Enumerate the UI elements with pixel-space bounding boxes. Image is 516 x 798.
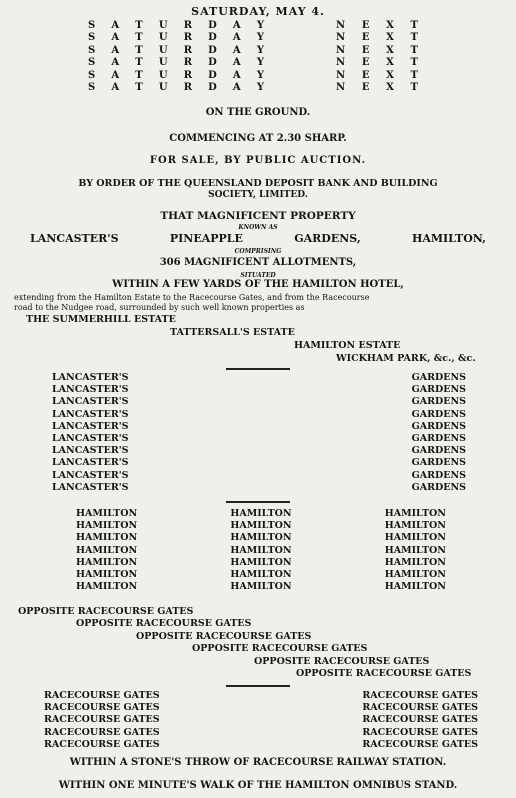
hamilton-item: HAMILTON [384,556,446,568]
hamilton-item: HAMILTON [384,508,446,519]
lancaster-item: LANCASTER'S [52,420,129,432]
hamilton-grid [76,508,446,593]
letter: T [410,82,418,94]
letter: Y [256,69,264,81]
letter: T [410,69,418,81]
saturday-next-row [88,82,418,94]
letter: S [88,44,96,56]
next-word [336,70,418,82]
racecourse-gates-item: RACECOURSE GATES [44,738,160,750]
by-order-line-2: SOCIETY, LIMITED. [208,190,308,200]
racecourse-grid [44,690,478,751]
letter: A [111,44,120,56]
hamilton-column-3 [385,508,446,593]
hamilton-item: HAMILTON [76,508,138,519]
letter: E [361,20,370,31]
saturday-word [88,57,264,69]
letter: R [183,20,192,31]
saturday-word [88,82,264,94]
hamilton-item: HAMILTON [384,532,446,544]
letter: S [88,32,96,44]
gardens-item: GARDENS [411,481,466,493]
gardens-item: GARDENS [411,420,466,432]
letter: A [232,69,241,81]
for-sale-line: FOR SALE, BY PUBLIC AUCTION. [149,155,367,166]
letter: U [158,82,168,94]
letter: U [158,20,168,31]
situated: SITUATED [240,272,276,279]
gardens-word-hamilton: HAMILTON, [411,232,486,245]
letter: Y [256,44,264,56]
commencing-time: COMMENCING AT 2.30 SHARP. [169,133,347,144]
hamilton-item: HAMILTON [230,508,292,519]
hamilton-item: HAMILTON [384,544,446,556]
hamilton-item: HAMILTON [230,569,292,581]
letter: D [208,20,217,31]
hamilton-item: HAMILTON [230,556,292,568]
letter: Y [256,32,264,44]
letter: A [232,32,241,44]
racecourse-gates-item: RACECOURSE GATES [362,714,478,726]
letter: X [386,32,394,44]
letter: E [361,57,370,69]
letter: D [208,44,217,56]
letter: E [361,69,370,81]
extending-line-1: extending from the Hamilton Estate to the Racecourse Gates, and from the Racecourse [14,293,370,302]
letter: A [111,82,120,94]
minutes-walk-line: WITHIN ONE MINUTE'S WALK OF THE HAMILTON OMNIBUS STAND. [58,780,458,791]
saturday-next-row [88,70,418,82]
saturday-word [88,32,264,44]
racecourse-gates-item: RACECOURSE GATES [362,726,478,738]
letter: T [135,82,143,94]
lancaster-item: LANCASTER'S [52,457,129,469]
lancaster-item: LANCASTER'S [52,372,129,383]
letter: U [158,44,168,56]
magnificent-property: THAT MAGNIFICENT PROPERTY [160,210,356,222]
letter: E [361,44,370,56]
letter: T [410,44,418,56]
next-word [336,82,418,94]
by-order-line-1: BY ORDER OF THE QUEENSLAND DEPOSIT BANK AND BUILDING [78,178,438,189]
hamilton-item: HAMILTON [230,532,292,544]
gardens-headline [30,233,486,244]
saturday-word [88,20,264,32]
on-the-ground: ON THE GROUND. [205,107,311,118]
letter: E [361,82,370,94]
letter: N [336,32,346,44]
lancaster-item: LANCASTER'S [52,445,129,457]
hamilton-item: HAMILTON [230,544,292,556]
hamilton-item: HAMILTON [76,569,138,581]
gardens-word-gardens: GARDENS, [294,232,361,245]
hamilton-item: HAMILTON [384,569,446,581]
allotments-line: 306 MAGNIFICENT ALLOTMENTS, [159,257,357,268]
letter: U [158,32,168,44]
gardens-word-pineapple: PINEAPPLE [169,232,243,245]
opposite-gates-line: OPPOSITE RACECOURSE GATES [18,606,194,617]
letter: R [183,82,192,94]
letter: X [386,82,394,94]
saturday-next-row [88,20,418,32]
lancaster-item: LANCASTER'S [52,408,129,420]
lancaster-item: LANCASTER'S [52,384,129,396]
known-as: KNOWN AS [238,224,278,231]
letter: S [88,57,96,69]
opposite-gates-line: OPPOSITE RACECOURSE GATES [136,630,312,642]
hamilton-item: HAMILTON [76,544,138,556]
letter: T [410,32,418,44]
gardens-item: GARDENS [411,396,466,408]
lancaster-item: LANCASTER'S [52,433,129,445]
letter: R [183,57,192,69]
estate-tattersall: TATTERSALL'S ESTATE [170,327,295,338]
next-word [336,57,418,69]
letter: A [232,44,241,56]
opposite-gates-line: OPPOSITE RACECOURSE GATES [296,668,472,679]
letter: A [111,57,120,69]
hamilton-column-2 [230,508,291,593]
gardens-column [412,372,466,494]
within-few-yards: WITHIN A FEW YARDS OF THE HAMILTON HOTEL, [112,279,404,290]
lancaster-column [52,372,129,494]
racecourse-gates-item: RACECOURSE GATES [44,690,160,701]
letter: R [183,44,192,56]
letter: E [361,32,370,44]
letter: T [135,32,143,44]
letter: Y [256,82,264,94]
lancaster-item: LANCASTER'S [52,396,129,408]
divider-rule-2 [226,501,290,503]
hamilton-item: HAMILTON [76,581,138,593]
racecourse-gates-item: RACECOURSE GATES [44,726,160,738]
saturday-word [88,70,264,82]
letter: Y [256,20,264,31]
letter: S [88,20,96,31]
letter: X [386,57,394,69]
stones-throw-line: WITHIN A STONE'S THROW OF RACECOURSE RAILWAY STATION. [69,757,447,768]
letter: A [232,82,241,94]
letter: S [88,69,96,81]
next-word [336,45,418,57]
date-line: SATURDAY, MAY 4. [191,5,325,18]
letter: D [208,82,217,94]
gardens-item: GARDENS [411,408,466,420]
racecourse-gates-item: RACECOURSE GATES [362,702,478,714]
next-word [336,32,418,44]
letter: D [208,57,217,69]
lancaster-grid [52,372,466,494]
divider-rule-3 [226,685,290,687]
estate-summerhill: THE SUMMERHILL ESTATE [26,314,176,325]
letter: X [386,69,394,81]
letter: T [410,57,418,69]
lancaster-item: LANCASTER'S [52,469,129,481]
hamilton-item: HAMILTON [384,520,446,532]
letter: R [183,69,192,81]
saturday-next-row [88,45,418,57]
letter: N [336,44,346,56]
gardens-item: GARDENS [411,372,466,383]
comprising: COMPRISING [234,248,282,255]
saturday-next-row [88,32,418,44]
hamilton-item: HAMILTON [230,581,292,593]
hamilton-item: HAMILTON [384,581,446,593]
divider-rule-1 [226,368,290,370]
letter: T [135,20,143,31]
saturday-next-row [88,57,418,69]
letter: T [410,20,418,31]
estate-wickham: WICKHAM PARK, &c., &c. [336,353,476,364]
letter: T [135,57,143,69]
gardens-item: GARDENS [411,384,466,396]
saturday-next-block [88,20,418,94]
racecourse-column-left [44,690,160,751]
racecourse-gates-item: RACECOURSE GATES [362,690,478,701]
letter: A [111,20,120,31]
letter: N [336,20,346,31]
opposite-gates-line: OPPOSITE RACECOURSE GATES [254,655,430,667]
hamilton-item: HAMILTON [76,520,138,532]
saturday-word [88,45,264,57]
racecourse-gates-item: RACECOURSE GATES [44,714,160,726]
letter: U [158,57,168,69]
letter: A [232,57,241,69]
letter: N [336,69,346,81]
letter: A [111,69,120,81]
gardens-item: GARDENS [411,457,466,469]
letter: Y [256,57,264,69]
next-word [336,20,418,32]
hamilton-column-1 [76,508,137,593]
opposite-gates-line: OPPOSITE RACECOURSE GATES [192,643,368,655]
gardens-item: GARDENS [411,445,466,457]
gardens-item: GARDENS [411,469,466,481]
letter: N [336,57,346,69]
racecourse-column-right [362,690,478,751]
letter: N [336,82,346,94]
hamilton-item: HAMILTON [76,556,138,568]
letter: A [111,32,120,44]
lancaster-item: LANCASTER'S [52,481,129,493]
gardens-item: GARDENS [411,433,466,445]
racecourse-gates-item: RACECOURSE GATES [362,738,478,750]
letter: S [88,82,96,94]
estate-hamilton: HAMILTON ESTATE [294,340,401,351]
letter: X [386,44,394,56]
hamilton-item: HAMILTON [230,520,292,532]
letter: R [183,32,192,44]
hamilton-item: HAMILTON [76,532,138,544]
letter: D [208,69,217,81]
letter: T [135,44,143,56]
racecourse-gates-item: RACECOURSE GATES [44,702,160,714]
letter: X [386,20,394,31]
gardens-word-lancaster: LANCASTER'S [30,232,119,245]
extending-line-2: road to the Nudgee road, surrounded by such well known properties as [14,303,305,312]
letter: D [208,32,217,44]
letter: T [135,69,143,81]
opposite-gates-line: OPPOSITE RACECOURSE GATES [76,618,252,630]
letter: A [232,20,241,31]
letter: U [158,69,168,81]
